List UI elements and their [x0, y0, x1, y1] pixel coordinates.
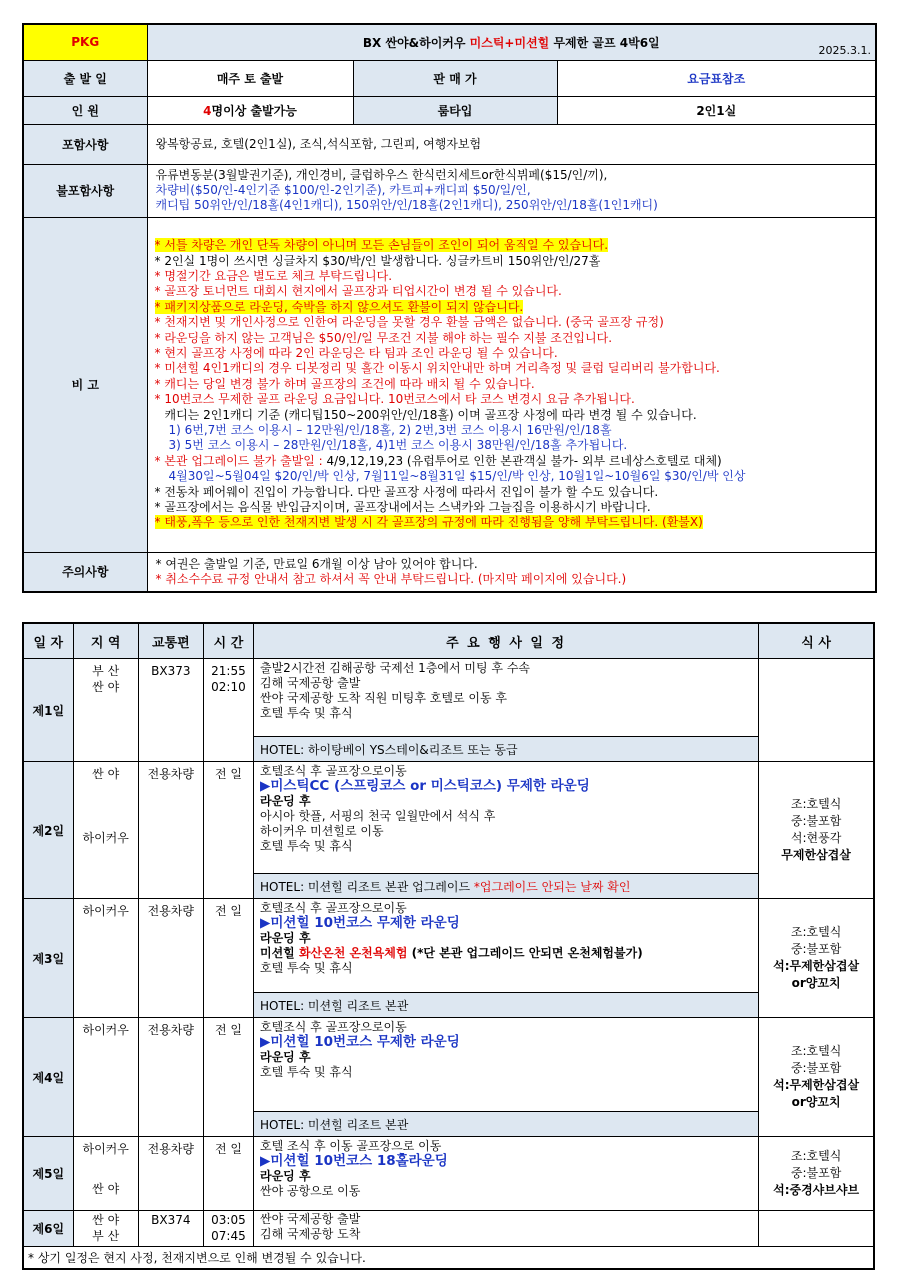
remark-line: * 라운딩을 하지 않는 고객님은 $50/인/일 무조건 지불 해야 하는 필수 지불 조건입니다. — [154, 330, 613, 345]
golf-round: ▶미션힐 10번코스 무제한 라운딩 — [260, 1034, 460, 1050]
depart-value: 매주 토 출발 — [147, 60, 353, 96]
itinerary — [254, 1211, 759, 1247]
activity: 호텔 조식 후 이동 골프장으로 이동 — [260, 1139, 442, 1153]
meal-line: 무제한삼겹살 — [781, 848, 851, 862]
col-header-day: 일 자 — [23, 623, 73, 659]
golf-round: ▶미션힐 10번코스 무제한 라운딩 — [260, 915, 460, 931]
activity: 라운딩 후 — [260, 794, 311, 808]
people-label: 인 원 — [23, 96, 147, 124]
caution-label: 주의사항 — [23, 552, 147, 592]
excluded-line-2: 차량비($50/인-4인기준 $100/인-2인기준), 카트피+캐디피 $50/일/인, — [155, 183, 531, 197]
hotel — [254, 874, 759, 899]
meal-line: 조:호텔식 — [790, 925, 842, 939]
price-label: 판 매 가 — [353, 60, 557, 96]
meal-line: 중:불포함 — [790, 814, 842, 828]
remark-line: * 전동차 페어웨이 진입이 가능합니다. 다만 골프장 사정에 따라서 진입이 불가 할 수도 있습니다. — [154, 484, 659, 499]
day-label: 제2일 — [23, 762, 73, 899]
activity: 호텔 투숙 및 휴식 — [260, 1065, 353, 1079]
col-header-time: 시 간 — [203, 623, 253, 659]
meals — [759, 1211, 874, 1247]
day-label: 제4일 — [23, 1018, 73, 1137]
remark-line: * 현지 골프장 사정에 따라 2인 라운딩은 타 팀과 조인 라운딩 될 수 있습니다. — [154, 345, 558, 360]
meals — [759, 762, 874, 899]
caution-value — [147, 552, 876, 592]
transport: 전용차량 — [138, 899, 203, 1018]
time-line: 02:10 — [211, 680, 246, 694]
transport: 전용차량 — [138, 1137, 203, 1211]
meals — [759, 659, 874, 762]
remark-line: * 골프장에서는 음식물 반입금지이며, 골프장내에서는 스낵카와 그늘집을 이용하시기 바랍니다. — [154, 500, 651, 515]
people-rest: 명이상 출발가능 — [211, 103, 297, 118]
spa-red: 화산온천 온천욕체험 — [298, 946, 408, 960]
meal-line: 중:불포함 — [790, 1166, 842, 1180]
remark-line: 4/9,12,19,23 (유럽투어로 인한 본관객실 불가- 외부 르네상스호텔로 대체) — [326, 453, 722, 468]
remark-line: * 10번코스 무제한 골프 라운딩 요금입니다. 10번코스에서 타 코스 변경시 요금 추가됩니다. — [154, 392, 635, 407]
remark-line: * 명절기간 요금은 별도로 체크 부탁드립니다. — [154, 268, 393, 283]
pkg-badge: PKG — [23, 24, 147, 60]
remarks — [147, 217, 876, 552]
region-line: 하이커우 — [82, 1142, 129, 1156]
meal-line: 조:호텔식 — [790, 1149, 842, 1163]
itinerary — [254, 1137, 759, 1211]
region-line: 부 산 — [92, 1229, 120, 1243]
room-label: 룸타입 — [353, 96, 557, 124]
time — [203, 1211, 253, 1247]
hotel-note: *업그레이드 안되는 날짜 확인 — [473, 879, 631, 894]
meal-line: 조:호텔식 — [790, 797, 842, 811]
region — [73, 1211, 138, 1247]
day-label: 제6일 — [23, 1211, 73, 1247]
caution-line-2: * 취소수수료 규정 안내서 참고 하셔서 꼭 안내 부탁드립니다. (마지막 페이지에 있습니다.) — [155, 571, 627, 586]
included-value: 왕복항공료, 호텔(2인1실), 조식,석식포함, 그린피, 여행자보험 — [147, 124, 876, 164]
col-header-region: 지 역 — [73, 623, 138, 659]
activity: 하이커우 미션힐로 이동 — [260, 824, 384, 838]
activity: 김해 국제공항 도착 — [260, 1227, 361, 1241]
activity: 호텔조식 후 골프장으로이동 — [260, 764, 407, 778]
activity: 라운딩 후 — [260, 931, 311, 945]
activity: 호텔 투숙 및 휴식 — [260, 961, 353, 975]
included-label: 포함사항 — [23, 124, 147, 164]
excluded-line-1: 유류변동분(3월발권기준), 개인경비, 클럽하우스 한식런치세트or한식뷔페($15/인/끼), — [155, 168, 608, 182]
region-line: 싼 야 — [92, 1182, 120, 1196]
activity: 김해 국제공항 출발 — [260, 676, 361, 690]
excluded-line-3: 캐디팁 50위안/인/18홀(4인1캐디), 150위안/인/18홀(2인1캐디), 250위안/인/18홀(1인1캐디) — [155, 198, 658, 212]
meal-line: 중:불포함 — [790, 942, 842, 956]
hotel: HOTEL: 미션힐 리조트 본관 — [254, 993, 759, 1018]
remark-label: 비 고 — [23, 217, 147, 552]
excluded-value — [147, 164, 876, 217]
time: 전 일 — [203, 1137, 253, 1211]
activity: 싼야 국제공항 도착 직원 미팅후 호텔로 이동 후 — [260, 691, 507, 705]
region-line: 하이커우 — [82, 831, 129, 845]
spa-pre: 미션힐 — [260, 946, 299, 960]
transport: 전용차량 — [138, 762, 203, 899]
depart-label: 출 발 일 — [23, 60, 147, 96]
hotel: HOTEL: 하이탕베이 YS스테이&리조트 또는 동급 — [254, 737, 759, 762]
activity: 호텔조식 후 골프장으로이동 — [260, 901, 407, 915]
activity: 호텔조식 후 골프장으로이동 — [260, 1020, 407, 1034]
remark-line: 캐디는 2인1캐디 기준 (캐디팁150~200위안/인/18홀) 이며 골프장 사정에 따라 변경 될 수 있습니다. — [164, 407, 697, 422]
title-red: 미스틱+미션힐 — [469, 35, 550, 50]
day-label: 제1일 — [23, 659, 73, 762]
package-title — [147, 24, 876, 60]
remark-line: * 미션힐 4인1캐디의 경우 디봇정리 및 홀간 이동시 위치안내만 하며 거리측정 및 클럽 딜리버리 불가합니다. — [154, 361, 720, 376]
itinerary — [254, 1018, 759, 1112]
region-line: 싼 야 — [92, 1213, 120, 1227]
meal-line: 석:무제한삼겹살 — [773, 959, 860, 973]
itinerary — [254, 762, 759, 874]
golf-round: ▶미스틱CC (스프링코스 or 미스틱코스) 무제한 라운딩 — [260, 778, 590, 794]
activity: 라운딩 후 — [260, 1169, 311, 1183]
time-line: 07:45 — [211, 1229, 246, 1243]
activity: 라운딩 후 — [260, 1050, 311, 1064]
room-value: 2인1실 — [557, 96, 876, 124]
col-header-transport: 교통편 — [138, 623, 203, 659]
spa-post: (*단 본관 업그레이드 안되면 온천체험불가) — [407, 946, 643, 960]
remark-line: * 천재지변 및 개인사정으로 인한여 라운딩을 못할 경우 환불 금액은 없습니다. (중국 골프장 규정) — [154, 315, 664, 330]
day-label: 제5일 — [23, 1137, 73, 1211]
time: 전 일 — [203, 899, 253, 1018]
region: 하이커우 — [73, 899, 138, 1018]
meal-line: or양꼬치 — [791, 1095, 841, 1109]
meal-line: 석:무제한삼겹살 — [773, 1078, 860, 1092]
meals — [759, 1137, 874, 1211]
schedule-table — [22, 622, 875, 1270]
price-value: 요금표참조 — [557, 60, 876, 96]
title-post: 무제한 골프 4박6일 — [549, 35, 660, 50]
col-header-meal: 식 사 — [759, 623, 874, 659]
remark-line: * 캐디는 당일 변경 불가 하며 골프장의 조건에 따라 배치 될 수 있습니다. — [154, 376, 535, 391]
remark-line: 1) 6번,7번 코스 이용시 – 12만원/인/18홀, 2) 2번,3번 코스 이용시 16만원/인/18홀 — [168, 423, 612, 438]
package-info-table — [22, 23, 877, 593]
time: 전 일 — [203, 1018, 253, 1137]
itinerary — [254, 659, 759, 737]
region-line: 싼 야 — [92, 767, 120, 781]
meals — [759, 899, 874, 1018]
caution-line-1: * 여권은 출발일 기준, 만료일 6개월 이상 남아 있어야 합니다. — [155, 556, 478, 571]
transport: BX374 — [138, 1211, 203, 1247]
remark-line: 3) 5번 코스 이용시 – 28만원/인/18홀, 4)1번 코스 이용시 38만원/인/18홀 추가됩니다. — [168, 438, 628, 453]
col-header-itinerary: 주 요 행 사 일 정 — [254, 623, 759, 659]
region — [73, 1137, 138, 1211]
meal-line: 석:현풍각 — [790, 831, 842, 845]
golf-round: ▶미션힐 10번코스 18홀라운딩 — [260, 1153, 448, 1169]
remark-line: * 골프장 토너먼트 대회시 현지에서 골프장과 티업시간이 변경 될 수 있습니다. — [154, 284, 562, 299]
people-num: 4 — [203, 103, 212, 118]
region — [73, 659, 138, 762]
remark-line: 4월30일~5월04일 $20/인/박 인상, 7월11일~8월31일 $15/인/박 인상, 10월1일~10월6일 $30/인/박 인상 — [168, 469, 746, 484]
hotel: HOTEL: 미션힐 리조트 본관 — [254, 1112, 759, 1137]
hotel-name: HOTEL: 미션힐 리조트 본관 업그레이드 — [260, 879, 474, 894]
meal-line: 석:중경샤브샤브 — [773, 1183, 860, 1197]
region-line: 부 산 — [92, 664, 120, 678]
excluded-label: 불포함사항 — [23, 164, 147, 217]
itinerary — [254, 899, 759, 993]
region-line: 싼 야 — [92, 680, 120, 694]
issue-date: 2025.3.1. — [818, 43, 872, 57]
region: 하이커우 — [73, 1018, 138, 1137]
schedule-footer: * 상기 일정은 현지 사정, 천재지변으로 인해 변경될 수 있습니다. — [23, 1247, 874, 1270]
remark-line: * 서틀 차량은 개인 단독 차량이 아니며 모든 손님들이 조인이 되어 움직일 수 있습니다. — [154, 238, 609, 253]
time: 전 일 — [203, 762, 253, 899]
meal-line: or양꼬치 — [791, 976, 841, 990]
remark-line: * 본관 업그레이드 불가 출발일 : — [154, 453, 327, 468]
remark-line: * 2인실 1명이 쓰시면 싱글차지 $30/박/인 발생합니다. 싱글카트비 150위안/인/27홀 — [154, 253, 601, 268]
day-label: 제3일 — [23, 899, 73, 1018]
activity: 아시아 핫플, 서핑의 천국 일월만에서 석식 후 — [260, 809, 496, 823]
activity: 싼야 공항으로 이동 — [260, 1184, 361, 1198]
transport: BX373 — [138, 659, 203, 762]
remark-line: * 패키지상품으로 라운딩, 숙박을 하지 않으셔도 환불이 되지 않습니다. — [154, 299, 524, 314]
time-line: 03:05 — [211, 1213, 246, 1227]
people-value — [147, 96, 353, 124]
title-pre: BX 싼야&하이커우 — [362, 35, 470, 50]
activity: 호텔 투숙 및 휴식 — [260, 839, 353, 853]
time-line: 21:55 — [211, 664, 246, 678]
region — [73, 762, 138, 899]
transport: 전용차량 — [138, 1018, 203, 1137]
meal-line: 조:호텔식 — [790, 1044, 842, 1058]
meals — [759, 1018, 874, 1137]
activity: 호텔 투숙 및 휴식 — [260, 706, 353, 720]
time — [203, 659, 253, 762]
remark-line: * 태풍,폭우 등으로 인한 천재지변 발생 시 각 골프장의 규정에 따라 진행됨을 양해 부탁드립니다. (환불X) — [154, 515, 703, 530]
spa-activity — [260, 946, 752, 961]
meal-line: 중:불포함 — [790, 1061, 842, 1075]
activity: 싼야 국제공항 출발 — [260, 1212, 361, 1226]
activity: 출발2시간전 김해공항 국제선 1층에서 미팅 후 수속 — [260, 661, 530, 675]
